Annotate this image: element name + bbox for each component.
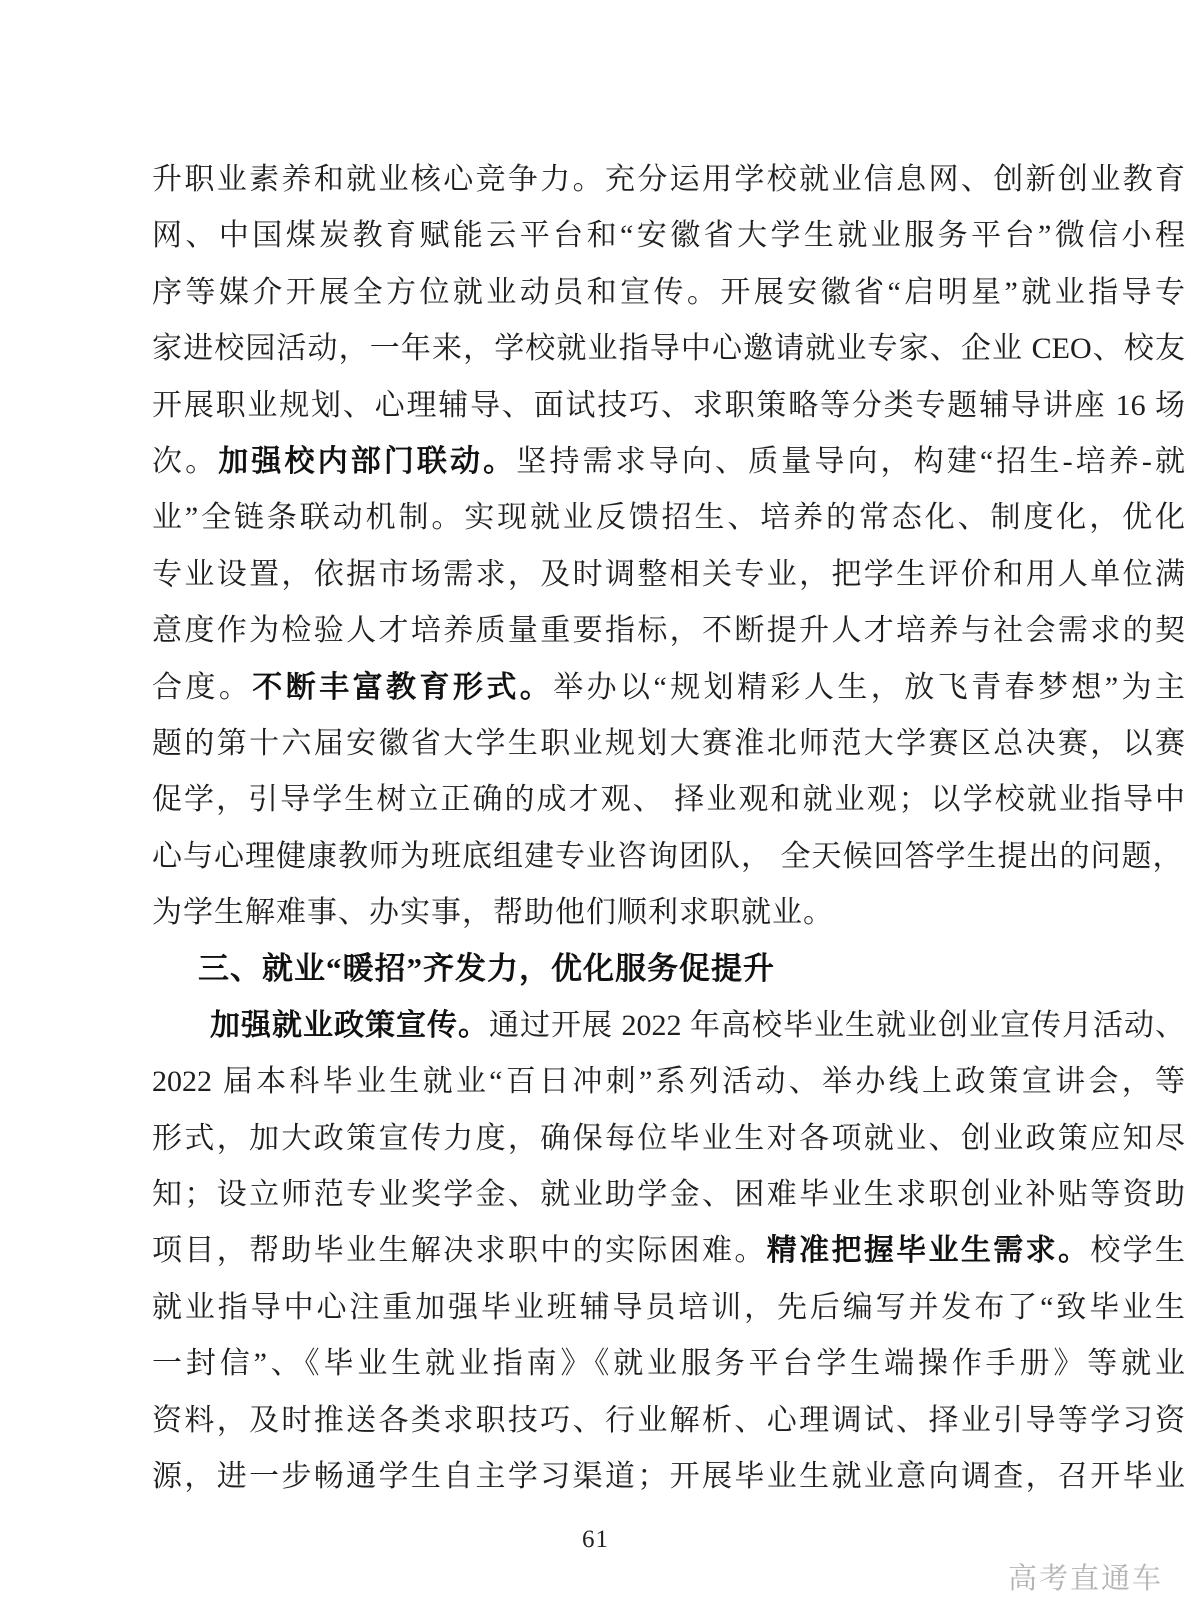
text-line xyxy=(152,998,1185,1054)
text-segment: 项目，帮助毕业生解决求职中的实际困难。 xyxy=(152,1234,767,1268)
text-line xyxy=(152,1449,1185,1505)
text-segment: 校学生 xyxy=(1090,1234,1186,1268)
text-segment: 序等媒介开展全方位就业动员和宣传。开展安徽省“启明星”就业指导专 xyxy=(152,275,1185,309)
text-segment: 促学，引导学生树立正确的成才观、 择业观和就业观；以学校就业指导中 xyxy=(152,783,1185,817)
text-segment-bold: 加强校内部门联动。 xyxy=(218,444,517,478)
document-body xyxy=(152,152,1185,1505)
text-segment: 题的第十六届安徽省大学生职业规划大赛淮北师范大学赛区总决赛，以赛 xyxy=(152,726,1185,760)
text-segment: 业”全链条联动机制。实现就业反馈招生、培养的常态化、制度化，优化 xyxy=(152,501,1185,535)
section-heading xyxy=(152,941,1185,997)
text-segment: 心与心理健康教师为班底组建专业咨询团队， 全天候回答学生提出的问题， xyxy=(152,839,1184,873)
text-line xyxy=(152,829,1185,885)
text-segment: 家进校园活动，一年来，学校就业指导中心邀请就业专家、企业 CEO、校友 xyxy=(152,332,1185,366)
text-line xyxy=(152,885,1185,941)
text-segment: 一封信”、《毕业生就业指南》《就业服务平台学生端操作手册》等就业 xyxy=(152,1347,1185,1381)
text-line xyxy=(152,1111,1185,1167)
text-segment: 形式，加大政策宣传力度，确保每位毕业生对各项就业、创业政策应知尽 xyxy=(152,1121,1185,1155)
text-line xyxy=(152,208,1185,264)
text-line xyxy=(152,1054,1185,1110)
text-segment: 升职业素养和就业核心竞争力。充分运用学校就业信息网、创新创业教育 xyxy=(152,163,1185,196)
text-line xyxy=(152,434,1185,490)
text-segment: 开展职业规划、心理辅导、面试技巧、求职策略等分类专题辅导讲座 16 场 xyxy=(152,388,1185,422)
text-segment-bold: 精准把握毕业生需求。 xyxy=(766,1234,1091,1268)
text-segment: 2022 届本科毕业生就业“百日冲刺”系列活动、举办线上政策宣讲会，等 xyxy=(152,1065,1185,1099)
text-segment: 专业设置，依据市场需求，及时调整相关专业，把学生评价和用人单位满 xyxy=(152,557,1185,591)
text-line xyxy=(152,1223,1185,1279)
text-line xyxy=(152,1336,1185,1392)
text-segment: 意度作为检验人才培养质量重要指标，不断提升人才培养与社会需求的契 xyxy=(152,614,1185,648)
text-line xyxy=(152,1393,1185,1449)
text-line xyxy=(152,378,1185,434)
text-line xyxy=(152,547,1185,603)
text-line xyxy=(152,265,1185,321)
text-line xyxy=(152,772,1185,828)
text-segment: 为学生解难事、办实事，帮助他们顺利求职就业。 xyxy=(152,896,834,930)
text-segment-bold: 不断丰富教育形式。 xyxy=(252,670,554,704)
text-line xyxy=(152,321,1185,377)
text-segment: 次。 xyxy=(152,444,219,478)
text-segment: 举办以“规划精彩人生，放飞青春梦想”为主 xyxy=(553,670,1186,704)
text-line xyxy=(152,660,1185,716)
text-segment: 网、中国煤炭教育赋能云平台和“安徽省大学生就业服务平台”微信小程 xyxy=(152,219,1185,253)
page-number: 61 xyxy=(582,1526,609,1553)
text-line xyxy=(152,1280,1185,1336)
text-line xyxy=(152,716,1185,772)
text-segment: 就业指导中心注重加强毕业班辅导员培训，先后编写并发布了“致毕业生 xyxy=(152,1290,1185,1324)
text-line xyxy=(152,152,1185,208)
text-segment: 源，进一步畅通学生自主学习渠道；开展毕业生就业意向调查，召开毕业 xyxy=(152,1459,1185,1493)
text-segment: 知；设立师范专业奖学金、就业助学金、困难毕业生求职创业补贴等资助 xyxy=(152,1178,1185,1212)
text-segment: 通过开展 2022 年高校毕业生就业创业宣传月活动、 xyxy=(489,1008,1185,1042)
text-segment-bold: 加强就业政策宣传。 xyxy=(210,1008,489,1042)
text-segment: 坚持需求导向、质量导向，构建“招生-培养-就 xyxy=(516,444,1186,478)
text-line xyxy=(152,490,1185,546)
text-line xyxy=(152,603,1185,659)
text-line xyxy=(152,1167,1185,1223)
text-segment: 合度。 xyxy=(152,670,253,704)
text-segment-bold: 三、就业“暖招”齐发力，优化服务促提升 xyxy=(198,951,775,987)
watermark: 高考直通车 xyxy=(1007,1563,1163,1595)
text-segment: 资料，及时推送各类求职技巧、行业解析、心理调试、择业引导等学习资 xyxy=(152,1403,1185,1437)
